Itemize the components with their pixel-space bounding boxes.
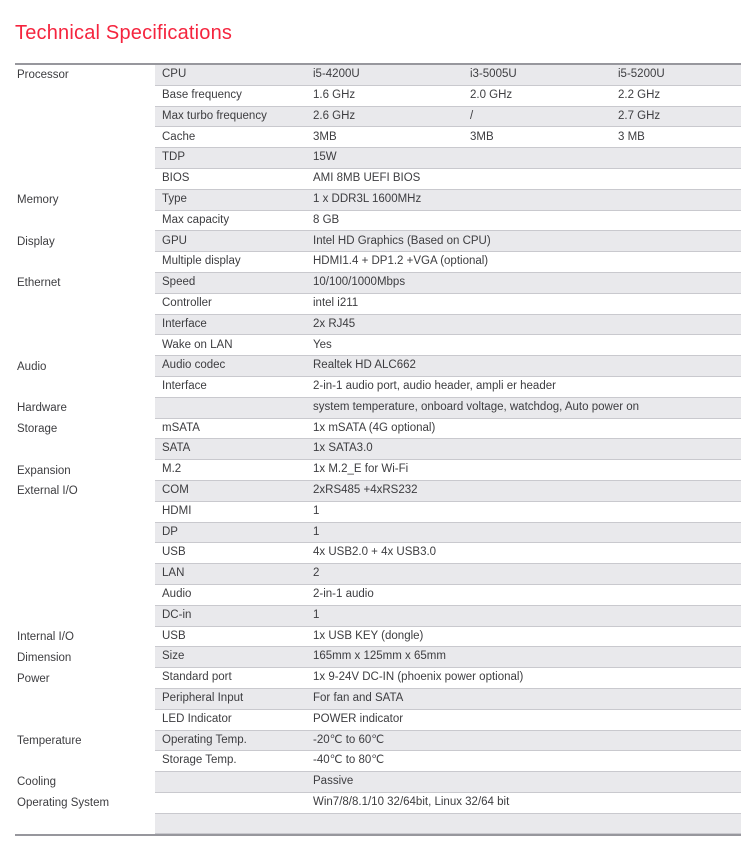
category-cell: Expansion <box>15 460 155 481</box>
category-cell: Operating System <box>15 793 155 814</box>
spec-row-cells <box>155 107 741 128</box>
table-row <box>15 689 741 710</box>
table-row <box>15 356 741 377</box>
value-cell: 1 <box>313 525 320 538</box>
value-cell: 1x M.2_E for Wi-Fi <box>313 463 409 476</box>
spec-row-cells <box>155 710 741 731</box>
table-row <box>15 668 741 689</box>
value-cell: intel i211 <box>313 296 359 309</box>
table-row <box>15 502 741 523</box>
table-row <box>15 751 741 772</box>
value-cell: 2.2 GHz <box>618 88 661 101</box>
value-cell: i5-4200U <box>313 68 360 81</box>
key-cell: Multiple display <box>162 255 241 268</box>
value-cell: 165mm x 125mm x 65mm <box>313 650 446 663</box>
spec-row-cells <box>155 169 741 190</box>
category-cell <box>15 710 155 731</box>
page-title: Technical Specifications <box>15 22 233 44</box>
table-row <box>15 543 741 564</box>
spec-row-cells <box>155 751 741 772</box>
key-cell: BIOS <box>162 172 190 185</box>
spec-row-cells <box>155 127 741 148</box>
key-cell: Size <box>162 650 185 663</box>
value-cell: / <box>470 109 474 122</box>
key-cell: Audio codec <box>162 359 226 372</box>
value-cell: 2 <box>313 567 320 580</box>
key-cell: COM <box>162 484 189 497</box>
table-row <box>15 419 741 440</box>
table-row <box>15 627 741 648</box>
spec-row-cells <box>155 585 741 606</box>
key-cell: Wake on LAN <box>162 338 233 351</box>
spec-row-cells <box>155 564 741 585</box>
table-row <box>15 564 741 585</box>
spec-row-cells <box>155 523 741 544</box>
value-cell: 1 <box>313 608 320 621</box>
spec-row-cells <box>155 419 741 440</box>
key-cell: Base frequency <box>162 88 242 101</box>
key-cell: GPU <box>162 234 187 247</box>
category-cell <box>15 169 155 190</box>
category-cell <box>15 523 155 544</box>
spec-row-cells <box>155 689 741 710</box>
value-cell: Win7/8/8.1/10 32/64bit, Linux 32/64 bit <box>313 796 510 809</box>
table-row <box>15 814 741 835</box>
value-cell: i3-5005U <box>470 68 517 81</box>
value-cell: 2x RJ45 <box>313 317 356 330</box>
table-row <box>15 86 741 107</box>
value-cell: 3MB <box>470 130 494 143</box>
key-cell: Interface <box>162 380 207 393</box>
key-cell: Interface <box>162 317 207 330</box>
category-cell <box>15 689 155 710</box>
category-cell <box>15 502 155 523</box>
category-cell <box>15 606 155 627</box>
value-cell: Passive <box>313 775 354 788</box>
value-cell: 2xRS485 +4xRS232 <box>313 484 418 497</box>
value-cell: Yes <box>313 338 332 351</box>
category-cell: Cooling <box>15 772 155 793</box>
key-cell: SATA <box>162 442 191 455</box>
spec-row-cells <box>155 481 741 502</box>
spec-row-cells <box>155 668 741 689</box>
category-cell <box>15 107 155 128</box>
spec-row-cells <box>155 273 741 294</box>
table-row <box>15 481 741 502</box>
key-cell: Audio <box>162 588 192 601</box>
category-cell: External I/O <box>15 481 155 502</box>
table-row <box>15 460 741 481</box>
category-cell: Hardware <box>15 398 155 419</box>
category-cell: Processor <box>15 65 155 86</box>
key-cell: mSATA <box>162 421 200 434</box>
category-cell <box>15 751 155 772</box>
key-cell: CPU <box>162 68 187 81</box>
value-cell: HDMI1.4 + DP1.2 +VGA (optional) <box>313 255 489 268</box>
spec-row-cells <box>155 315 741 336</box>
table-row <box>15 127 741 148</box>
spec-row-cells <box>155 335 741 356</box>
spec-row-cells <box>155 793 741 814</box>
category-cell: Audio <box>15 356 155 377</box>
table-row <box>15 647 741 668</box>
table-row <box>15 398 741 419</box>
category-cell <box>15 377 155 398</box>
table-row <box>15 252 741 273</box>
spec-row-cells <box>155 439 741 460</box>
value-cell: 2.7 GHz <box>618 109 661 122</box>
spec-row-cells <box>155 86 741 107</box>
table-row <box>15 65 741 86</box>
table-row <box>15 439 741 460</box>
table-bottom-border <box>15 834 741 836</box>
spec-row-cells <box>155 65 741 86</box>
key-cell: DC-in <box>162 608 192 621</box>
category-cell <box>15 148 155 169</box>
category-cell: Power <box>15 668 155 689</box>
table-row <box>15 107 741 128</box>
category-cell: Display <box>15 231 155 252</box>
table-row <box>15 523 741 544</box>
key-cell: Storage Temp. <box>162 754 237 767</box>
spec-row-cells <box>155 252 741 273</box>
spec-row-cells <box>155 460 741 481</box>
spec-row-cells <box>155 148 741 169</box>
value-cell: system temperature, onboard voltage, watchdog, Auto power on <box>313 400 640 413</box>
value-cell: 1x 9-24V DC-IN (phoenix power optional) <box>313 671 524 684</box>
value-cell: AMI 8MB UEFI BIOS <box>313 172 421 185</box>
key-cell: HDMI <box>162 504 192 517</box>
table-row <box>15 335 741 356</box>
category-cell <box>15 252 155 273</box>
table-row <box>15 710 741 731</box>
category-cell: Ethernet <box>15 273 155 294</box>
value-cell: -40℃ to 80℃ <box>313 754 385 767</box>
value-cell: POWER indicator <box>313 712 404 725</box>
key-cell: Cache <box>162 130 196 143</box>
table-row <box>15 315 741 336</box>
category-cell <box>15 127 155 148</box>
table-row <box>15 793 741 814</box>
value-cell: For fan and SATA <box>313 692 404 705</box>
table-row <box>15 731 741 752</box>
spec-row-cells <box>155 190 741 211</box>
spec-row-cells <box>155 606 741 627</box>
key-cell: Standard port <box>162 671 232 684</box>
table-row <box>15 148 741 169</box>
value-cell: 3 MB <box>618 130 645 143</box>
value-cell: 1.6 GHz <box>313 88 356 101</box>
table-row <box>15 211 741 232</box>
key-cell: USB <box>162 629 186 642</box>
spec-table <box>15 63 741 836</box>
table-row <box>15 190 741 211</box>
spec-row-cells <box>155 731 741 752</box>
value-cell: Intel HD Graphics (Based on CPU) <box>313 234 491 247</box>
category-cell <box>15 86 155 107</box>
key-cell: DP <box>162 525 178 538</box>
category-cell <box>15 543 155 564</box>
value-cell: 1x USB KEY (dongle) <box>313 629 424 642</box>
key-cell: Max turbo frequency <box>162 109 267 122</box>
category-cell <box>15 564 155 585</box>
value-cell: 10/100/1000Mbps <box>313 276 406 289</box>
spec-row-cells <box>155 294 741 315</box>
value-cell: 1 x DDR3L 1600MHz <box>313 192 422 205</box>
value-cell: 1 <box>313 504 320 517</box>
value-cell: 2.0 GHz <box>470 88 513 101</box>
category-cell <box>15 814 155 835</box>
value-cell: 3MB <box>313 130 337 143</box>
spec-row-cells <box>155 543 741 564</box>
value-cell: 2-in-1 audio <box>313 588 374 601</box>
spec-row-cells <box>155 647 741 668</box>
spec-row-cells <box>155 211 741 232</box>
category-cell: Dimension <box>15 647 155 668</box>
value-cell: 8 GB <box>313 213 340 226</box>
category-cell: Temperature <box>15 731 155 752</box>
key-cell: LAN <box>162 567 185 580</box>
value-cell: i5-5200U <box>618 68 665 81</box>
category-cell <box>15 294 155 315</box>
category-cell <box>15 439 155 460</box>
key-cell: Type <box>162 192 187 205</box>
table-row <box>15 294 741 315</box>
value-cell: 2-in-1 audio port, audio header, ampli er header <box>313 380 556 393</box>
table-row <box>15 377 741 398</box>
table-row <box>15 169 741 190</box>
value-cell: 15W <box>313 151 337 164</box>
category-cell: Memory <box>15 190 155 211</box>
key-cell: Speed <box>162 276 196 289</box>
key-cell: Controller <box>162 296 212 309</box>
table-row <box>15 772 741 793</box>
spec-row-cells <box>155 377 741 398</box>
table-row <box>15 585 741 606</box>
category-cell <box>15 315 155 336</box>
value-cell: 1x SATA3.0 <box>313 442 373 455</box>
spec-row-cells <box>155 772 741 793</box>
spec-row-cells <box>155 356 741 377</box>
key-cell: TDP <box>162 151 185 164</box>
key-cell: LED Indicator <box>162 712 232 725</box>
table-row <box>15 231 741 252</box>
spec-row-cells <box>155 814 741 835</box>
value-cell: 2.6 GHz <box>313 109 356 122</box>
category-cell <box>15 585 155 606</box>
spec-row-cells <box>155 502 741 523</box>
value-cell: -20℃ to 60℃ <box>313 733 385 746</box>
key-cell: USB <box>162 546 186 559</box>
spec-row-cells <box>155 627 741 648</box>
category-cell <box>15 211 155 232</box>
key-cell: Peripheral Input <box>162 692 244 705</box>
category-cell: Internal I/O <box>15 627 155 648</box>
spec-row-cells <box>155 398 741 419</box>
table-row <box>15 273 741 294</box>
spec-row-cells <box>155 231 741 252</box>
key-cell: Operating Temp. <box>162 733 247 746</box>
key-cell: Max capacity <box>162 213 230 226</box>
category-cell: Storage <box>15 419 155 440</box>
value-cell: 1x mSATA (4G optional) <box>313 421 436 434</box>
key-cell: M.2 <box>162 463 182 476</box>
category-cell <box>15 335 155 356</box>
value-cell: 4x USB2.0 + 4x USB3.0 <box>313 546 437 559</box>
table-row <box>15 606 741 627</box>
value-cell: Realtek HD ALC662 <box>313 359 416 372</box>
